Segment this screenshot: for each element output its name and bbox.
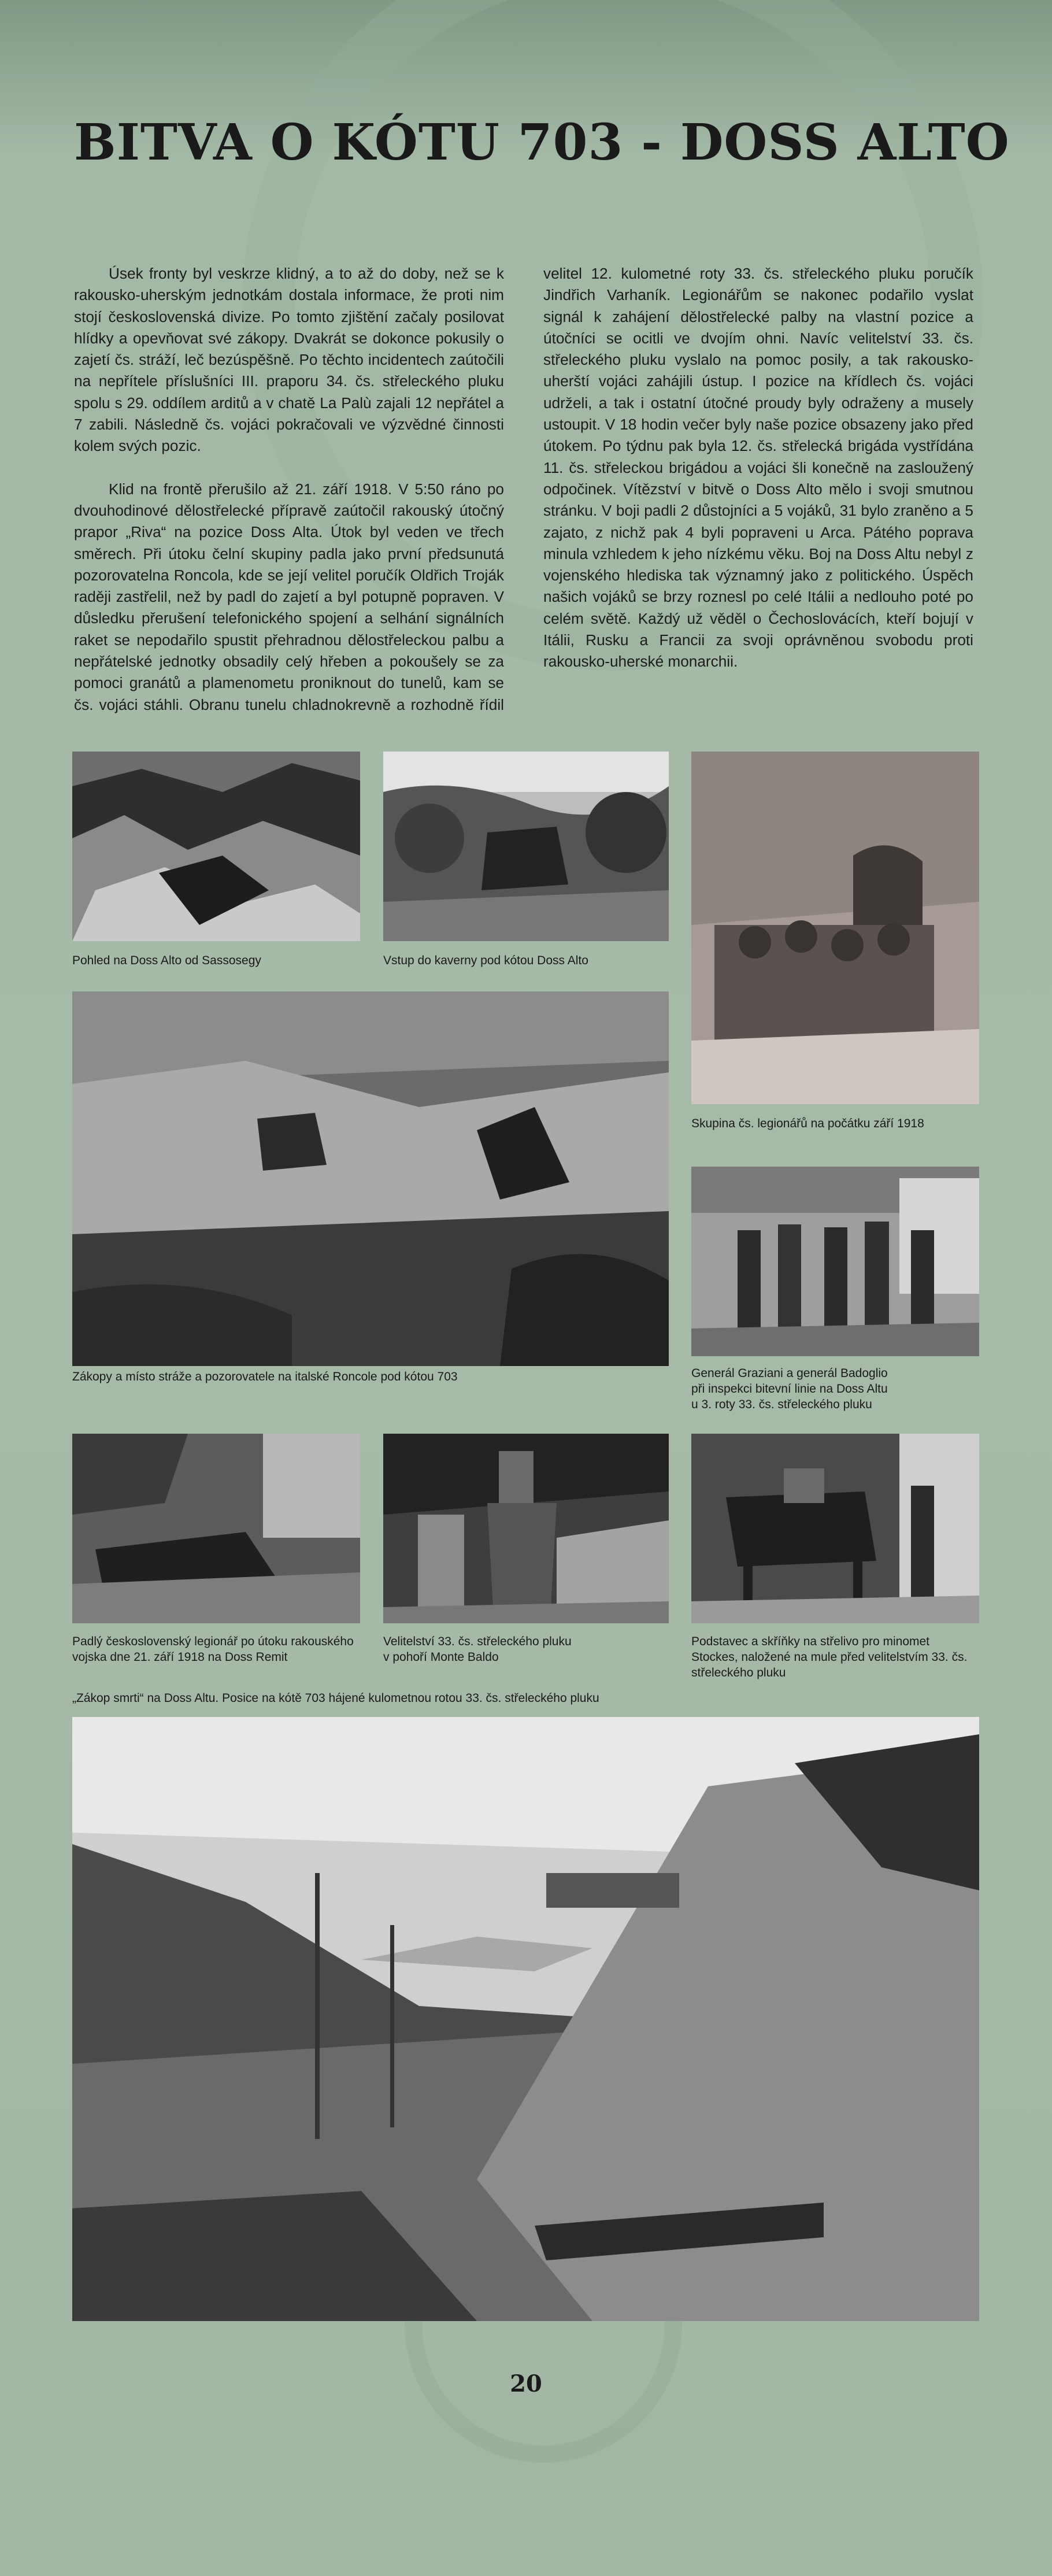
photo-caption: „Zákop smrti“ na Doss Altu. Posice na kótě 703 hájené kulometnou rotou 33. čs. střeleckého pluku (72, 1692, 599, 1705)
photo-caption: Padlý československý legionář po útoku rakouského vojska dne 21. září 1918 na Doss Remit (72, 1635, 354, 1664)
photo-caption: Pohled na Doss Alto od Sassosegy (72, 954, 261, 967)
photo-caption: Vstup do kaverny pod kótou Doss Alto (383, 954, 588, 967)
photo-regiment-headquarters (383, 1434, 669, 1623)
photo-trench-of-death (72, 1717, 979, 2321)
photo-mortar-mule (691, 1434, 979, 1623)
photo-caption: Generál Graziani a generál Badoglio při inspekci bitevní linie na Doss Altu u 3. roty 33. čs. střeleckého pluku (691, 1367, 888, 1411)
photo-doss-alto-view (72, 752, 360, 941)
photo-caption: Skupina čs. legionářů na počátku září 1918 (691, 1117, 924, 1130)
page-number: 20 (510, 2370, 542, 2397)
photo-generals-inspection (691, 1167, 979, 1356)
body-text (74, 263, 973, 720)
photo-caption: Zákopy a místo stráže a pozorovatele na italské Roncole pod kótou 703 (72, 1370, 458, 1383)
photo-legionnaires-group (691, 752, 979, 1104)
paragraph: Klid na frontě přerušilo až 21. září 1918. V 5:50 ráno po dvouhodinové dělostřelecké přípravě zaútočil rakouský útočný prapor „Riva“ na pozice Doss Alta. Útok byl veden ve třech směrech. Při útoku čelní skupiny padla jako první předsunutá pozorovatelna Roncola, kde se její velitel poručík Oldřich Troják raději zastřelil, než by padl do zajetí a byl potupně popraven. V důsledku přerušení telefonického spojení a selhání signálních raket se nepodařilo spustit přehradnou dělostřeleckou palbu a nepřátelské jednotky obsadily celý hřeben a pokoušely se za pomoci granátů a plamenometu proniknout do tunelů, kam se čs. vojáci stáhli. Obranu tunelu chladnokrevně a rozhodně řídil velitel 12. kulometné roty 33. čs. střeleckého pluku poručík Jindřich Varhaník. Legionářům se nakonec podařilo vyslat signál k zahájení dělostřelecké palby na vlastní pozice a útočníci se ocitli ve dvojím ohni. Navíc velitelství 33. čs. střeleckého pluku vyslalo na pomoc posily, a tak rakousko-uherští vojáci zahájili ústup. I pozice na křídlech čs. vojáci udrželi, a tak i ostatní útočné proudy byly odraženy a musely ustoupit. V 18 hodin večer byly naše pozice obsazeny jako před útokem. Po týdnu pak byla 12. čs. střelecká brigáda vystřídána 11. čs. střeleckou brigádou a vojáci šli konečně na zasloužený odpočinek. Vítězství v bitvě o Doss Alto mělo i svoji smutnou stránku. V boji padli 2 důstojníci a 5 vojáků, 31 bylo zraněno a 5 zajato, z nichž pak 4 byli popraveni u Arca. Pátého poprava minula vzhledem k jeho nízkému věku. Boj na Doss Altu nebyl z vojenského hlediska tak významný jako z politického. Úspěch našich vojáků se brzy roznesl po celé Itálii a nedlouho poté po celém světě. Každý už věděl o Čechoslovácích, kteří bojují v Itálii, Rusku a Francii za svoji oprávněnou svobodu proti rakousko-uherské monarchii. (74, 265, 973, 713)
photo-cavern-entrance (383, 752, 669, 941)
photo-fallen-legionnaire (72, 1434, 360, 1623)
paragraph: Úsek fronty byl veskrze klidný, a to až do doby, než se k rakousko-uherským jednotkám dostala informace, že proti nim stojí československá divize. Po tomto zjištění začaly posilovat hlídky a opevňovat své zákopy. Dvakrát se dokonce pokusily o zajetí čs. stráží, leč bezúspěšně. Po těchto incidentech zaútočili na nepřítele příslušníci III. praporu 34. čs. střeleckého pluku spolu s 29. oddílem arditů a v chatě La Palù zajali 12 nepřátel a 7 zabili. Následně čs. vojáci pokračovali ve výzvědné činnosti kolem svých pozic. (74, 265, 504, 455)
photo-caption: Velitelství 33. čs. střeleckého pluku v pohoří Monte Baldo (383, 1635, 572, 1664)
photo-caption: Podstavec a skříňky na střelivo pro minomet Stockes, naložené na mule před velitelstvím 33. čs. střeleckého pluku (691, 1635, 968, 1679)
page-title: BITVA O KÓTU 703 - DOSS ALTO (74, 113, 1010, 172)
photo-trenches-roncola (72, 991, 669, 1366)
